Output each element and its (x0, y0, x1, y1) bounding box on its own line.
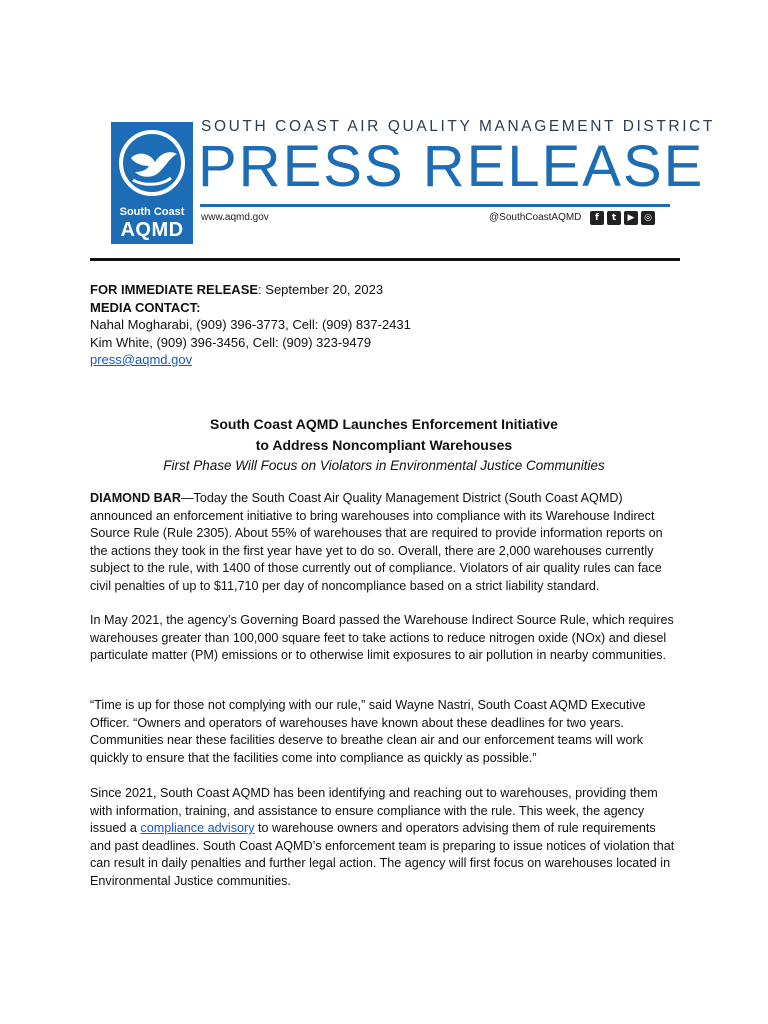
contact-1: Nahal Mogharabi, (909) 396-3773, Cell: (909) 837-2431 (90, 317, 411, 332)
media-contact-label: MEDIA CONTACT: (90, 299, 201, 315)
paragraph-4-before: Since 2021, South Coast AQMD has been identifying and reaching out to warehouses, providing them with information, training, and assistance to ensure compliance with the rule. This week, the agency issued a (90, 786, 658, 836)
paragraph-1 (90, 490, 680, 596)
twitter-icon[interactable]: t (607, 211, 621, 225)
logo-org-text: South Coast (119, 206, 185, 218)
headline (90, 414, 678, 456)
org-name: SOUTH COAST AIR QUALITY MANAGEMENT DISTRICT (201, 118, 715, 135)
press-release-title: PRESS RELEASE (198, 134, 705, 199)
email-link[interactable]: press@aqmd.gov (90, 352, 193, 367)
paragraph-2: In May 2021, the agency’s Governing Board passed the Warehouse Indirect Source Rule, which requires warehouses greater than 100,000 square feet to take actions to reduce nitrogen oxide (NOx) and diesel particulate matter (PM) emissions or to otherwise limit exposures to air pollution in nearby communities. (90, 613, 674, 663)
paragraph-1-text: —Today the South Coast Air Quality Management District (South Coast AQMD) announced an enforcement initiative to bring warehouses into compliance with its Warehouse Indirect Source Rule (Rule 2305). About 55% of warehouses that are required to provide information reports on the actions they took in the first year have yet to do so. Overall, there are 2,000 warehouses currently subject to the rule, with 1400 of those currently out of compliance. Violators of air quality rules can face civil penalties of up to $11,710 per day of noncompliance based on a strict liability standard. (90, 491, 663, 593)
headline-line-1: South Coast AQMD Launches Enforcement Initiative (210, 416, 558, 432)
headline-line-2: to Address Noncompliant Warehouses (255, 437, 513, 453)
aqmd-logo (111, 122, 193, 244)
release-line (90, 281, 411, 299)
instagram-icon[interactable]: ◎ (641, 211, 655, 225)
release-label: FOR IMMEDIATE RELEASE (90, 282, 259, 297)
website-link[interactable]: www.aqmd.gov (201, 212, 269, 223)
contact-2: Kim White, (909) 396-3456, Cell: (909) 323-9479 (90, 334, 372, 350)
release-date: : September 20, 2023 (258, 282, 384, 297)
logo-abbr-text: AQMD (120, 219, 184, 241)
social-icons (590, 211, 655, 225)
compliance-advisory-link[interactable]: compliance advisory (140, 821, 255, 836)
subheadline: First Phase Will Focus on Violators in Environmental Justice Communities (163, 458, 605, 473)
release-info (90, 281, 411, 369)
bird-globe-icon (117, 128, 187, 198)
social-handle[interactable]: @SouthCoastAQMD (489, 212, 582, 223)
paragraph-3: “Time is up for those not complying with our rule,” said Wayne Nastri, South Coast AQMD Executive Officer. “Owners and operators of warehouses have known about these deadlines for two years. Communities near these facilities deserve to breathe clean air and our enforcement teams will work quickly to ensure that the facilities come into compliance as quickly as possible.” (90, 698, 646, 765)
paragraph-4 (90, 785, 680, 891)
dateline: DIAMOND BAR (90, 491, 181, 505)
header-divider (90, 258, 680, 261)
youtube-icon[interactable]: ▶ (624, 211, 638, 225)
paragraph-4-after: to warehouse owners and operators advising them of rule requirements and past deadlines. South Coast AQMD’s enforcement team is preparing to issue notices of violation that can result in daily penalties and further legal action. The agency will first focus on warehouses located in Environmental Justice communities. (90, 821, 675, 888)
header-rule (200, 204, 670, 207)
facebook-icon[interactable]: f (590, 211, 604, 225)
